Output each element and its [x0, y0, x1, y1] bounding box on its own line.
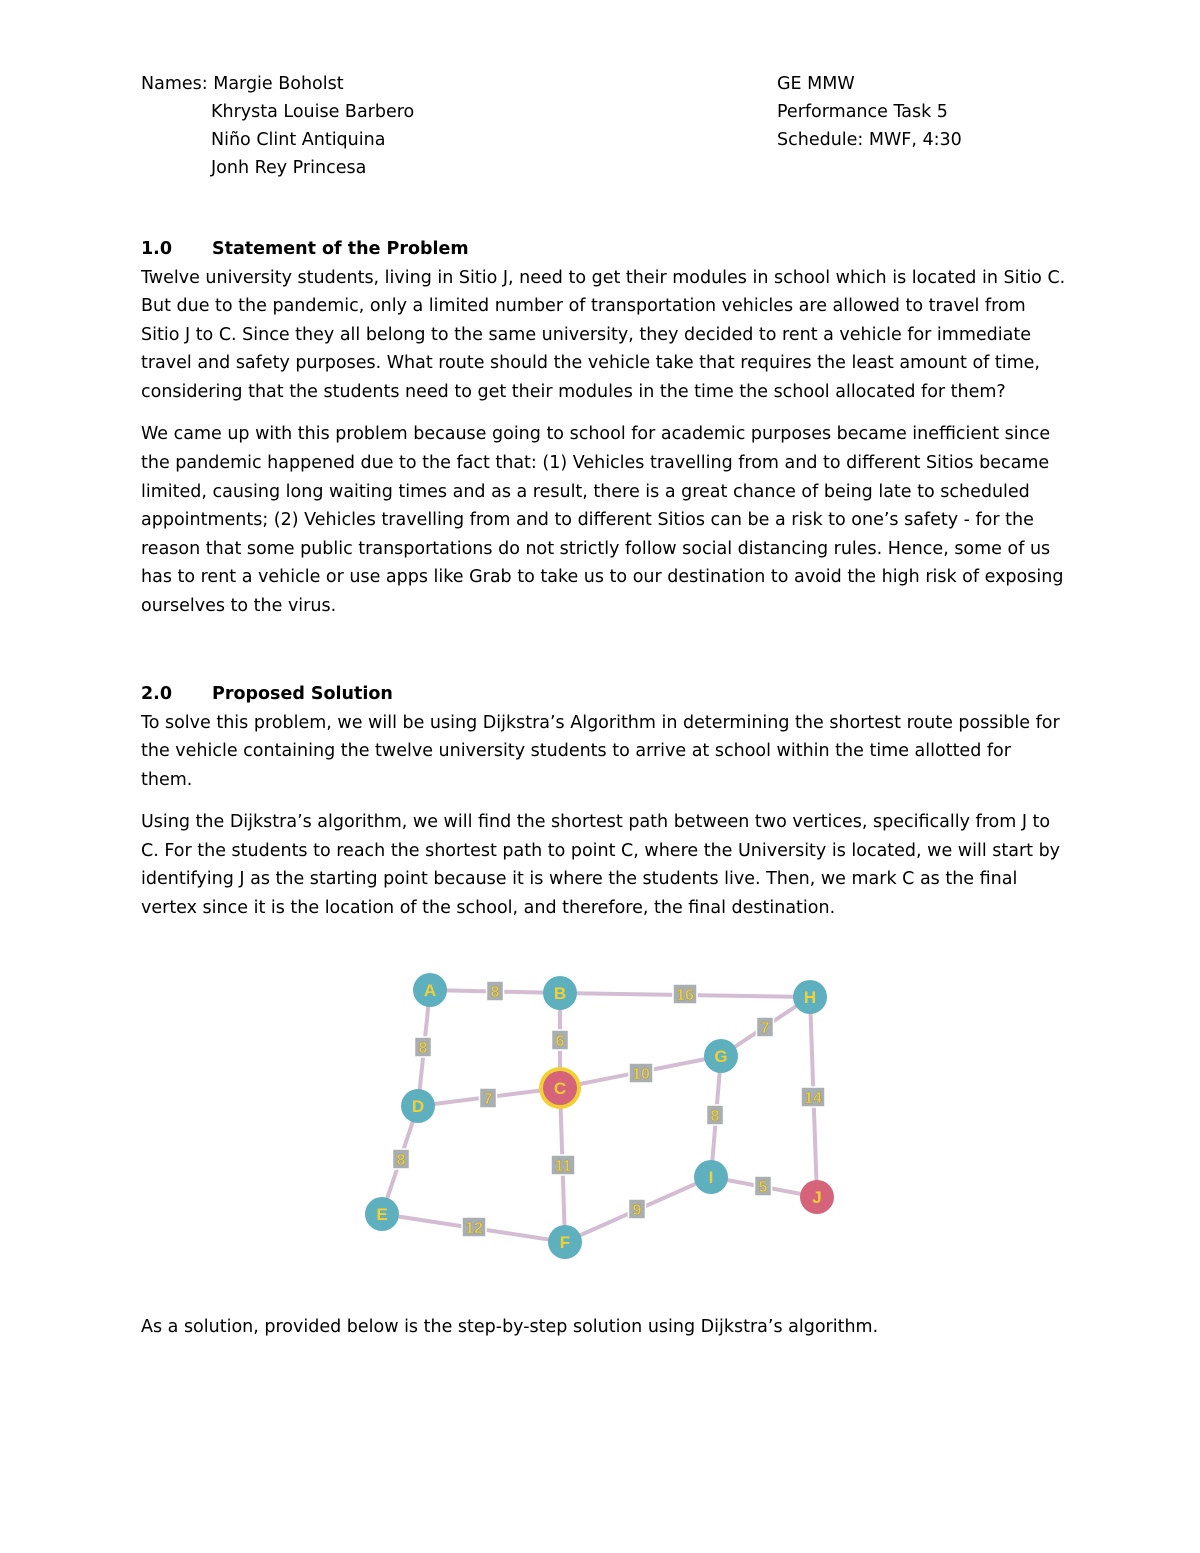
node-label: E — [376, 1205, 388, 1224]
node-label: C — [553, 1079, 567, 1098]
edge-weight-label: 6 — [555, 1033, 565, 1050]
node-label: B — [553, 984, 567, 1003]
edge-weight-label: 7 — [760, 1020, 770, 1037]
closing-sentence: As a solution, provided below is the step-by-step solution using Dijkstra’s algorithm. — [141, 1317, 879, 1337]
author-block — [141, 70, 414, 182]
task-name: Performance Task 5 — [777, 102, 948, 122]
edge-weight-label: 8 — [396, 1152, 406, 1169]
node-label: F — [559, 1233, 571, 1252]
author-name: Margie Boholst — [213, 74, 344, 94]
edge-weight-label: 8 — [710, 1108, 720, 1125]
edge-weight-label: 14 — [804, 1090, 822, 1107]
course-code: GE MMW — [777, 74, 855, 94]
section-number: 2.0 — [141, 684, 173, 704]
section-heading — [141, 235, 1066, 264]
author-name: Jonh Rey Princesa — [211, 158, 367, 178]
graph-svg — [355, 962, 855, 1272]
author-name: Khrysta Louise Barbero — [211, 102, 415, 122]
node-label: J — [812, 1188, 822, 1207]
section-title: Proposed Solution — [212, 684, 393, 704]
edge-weight-label: 9 — [632, 1202, 642, 1219]
author-name: Niño Clint Antiquina — [211, 130, 386, 150]
names-label: Names: — [141, 74, 208, 94]
section-problem — [141, 235, 1066, 621]
edge-weight-label: 11 — [554, 1158, 572, 1175]
schedule: Schedule: MWF, 4:30 — [777, 130, 962, 150]
author-line-1 — [141, 70, 414, 98]
node-label: G — [714, 1047, 728, 1066]
node-label: H — [803, 988, 817, 1007]
course-block — [777, 70, 962, 154]
node-label: D — [411, 1097, 425, 1116]
paragraph: Twelve university students, living in Sitio J, need to get their modules in school which is located in Sitio C. But due to the pandemic, only a limited number of transportation vehicles are allowed to travel from Sitio J to C. Since they all belong to the same university, they decided to rent a vehicle for immediate travel and safety purposes. What route should the vehicle take that requires the least amount of time, considering that the students need to get their modules in the time the school allocated for them? — [141, 267, 1066, 402]
node-label: A — [423, 981, 437, 1000]
node-label: I — [708, 1168, 714, 1187]
edge-weight-label: 12 — [465, 1220, 483, 1237]
edge-weight-label: 5 — [758, 1179, 768, 1196]
section-number: 1.0 — [141, 239, 173, 259]
edge-weight-label: 16 — [676, 987, 694, 1004]
paragraph: Using the Dijkstra’s algorithm, we will find the shortest path between two vertices, specifically from J to C. For the students to reach the shortest path to point C, where the University is located, we will start by identifying J as the starting point because it is where the students live. Then, we mark C as the final vertex since it is the location of the school, and therefore, the final destination. — [141, 812, 1061, 919]
section-title: Statement of the Problem — [212, 239, 469, 259]
route-graph-diagram — [355, 962, 855, 1272]
edge-weight-label: 10 — [632, 1066, 650, 1083]
paragraph: To solve this problem, we will be using Dijkstra’s Algorithm in determining the shortest route possible for the vehicle containing the twelve university students to arrive at school within the time allotted for them. — [141, 712, 1060, 790]
section-solution — [141, 680, 1066, 923]
edge-weight-label: 7 — [483, 1091, 493, 1108]
edge-weight-label: 8 — [490, 984, 500, 1001]
section-heading — [141, 680, 1066, 709]
paragraph: We came up with this problem because going to school for academic purposes became inefficient since the pandemic happened due to the fact that: (1) Vehicles travelling from and to different Sitios became limited, causing long waiting times and as a result, there is a great chance of being late to scheduled appointments; (2) Vehicles travelling from and to different Sitios can be a risk to one’s safety - for the reason that some public transportations do not strictly follow social distancing rules. Hence, some of us has to rent a vehicle or use apps like Grab to take us to our destination to avoid the high risk of exposing ourselves to the virus. — [141, 424, 1064, 617]
edge-weight-label: 8 — [418, 1040, 428, 1057]
